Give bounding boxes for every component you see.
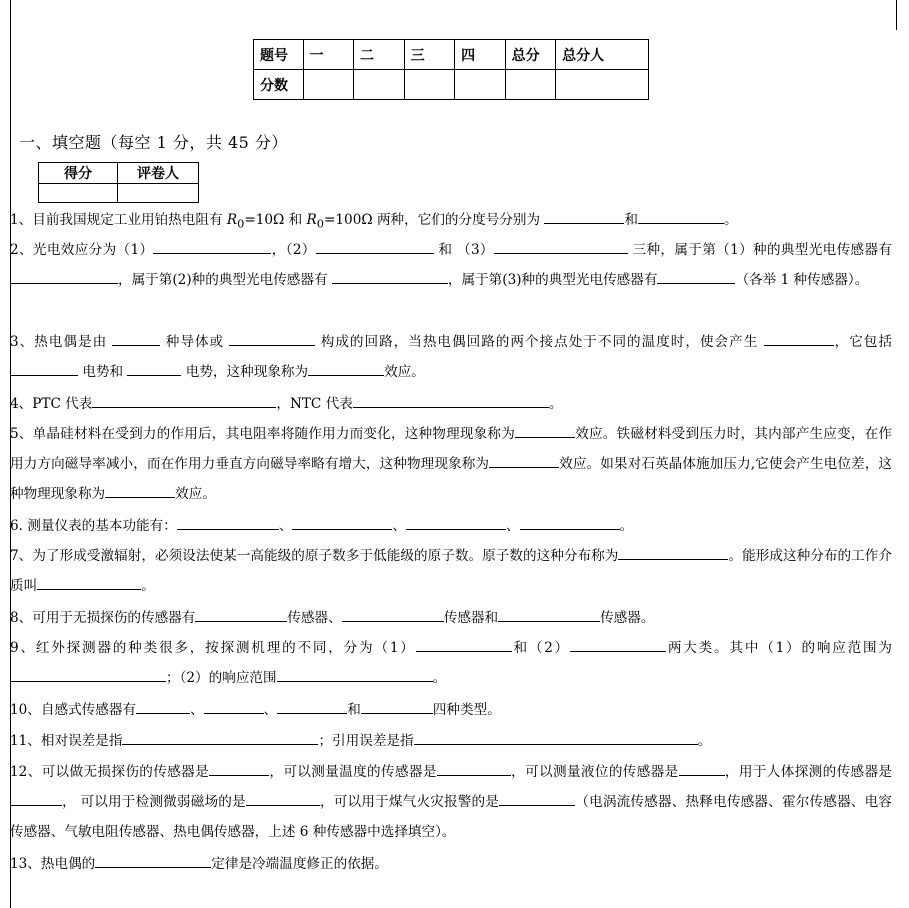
answer-blank[interactable] [520, 514, 620, 530]
question-3: 3、热电偶是由 种导体或 构成的回路，当热电偶回路的两个接点处于不同的温度时，使会产生 ，它包括 电势和 电势，这种现象称为 效应。 [10, 327, 892, 387]
answer-blank[interactable] [136, 698, 190, 714]
answer-blank[interactable] [37, 574, 141, 590]
answer-blank[interactable] [10, 360, 78, 376]
answer-blank[interactable] [498, 606, 600, 622]
question-13: 13、热电偶的 定律是冷端温度修正的依据。 [10, 849, 892, 879]
header-part-1: 一 [303, 40, 354, 70]
answer-blank[interactable] [679, 760, 725, 776]
answer-blank[interactable] [153, 238, 271, 254]
question-5: 5、单晶硅材料在受到力的作用后，其电阻率将随作用力而变化，这种物理现象称为 效应。铁磁材料受到压力时，其内部产生应变，在作用力方向磁导率减小，而在作用力垂直方向磁导率略有增大，这种物理现象称为 效应。如果对石英晶体施加压力,它使会产生电位差，这种物理现象称为 效应。 [10, 419, 892, 509]
answer-blank[interactable] [277, 698, 347, 714]
grader-name-cell[interactable] [118, 184, 199, 203]
answer-blank[interactable] [177, 514, 279, 530]
header-total-grader: 总分人 [556, 40, 649, 70]
score-cell-1[interactable] [303, 70, 354, 100]
answer-blank[interactable] [406, 514, 506, 530]
answer-blank[interactable] [10, 268, 118, 284]
question-8: 8、可用于无损探伤的传感器有 传感器、 传感器和 传感器。 [10, 603, 892, 633]
answer-blank[interactable] [499, 790, 575, 806]
section-title: 一、填空题（每空 1 分，共 45 分） [19, 133, 288, 152]
answer-blank[interactable] [414, 729, 698, 745]
answer-blank[interactable] [195, 606, 287, 622]
answer-blank[interactable] [246, 790, 320, 806]
answer-blank[interactable] [544, 208, 624, 224]
answer-blank[interactable] [361, 698, 433, 714]
question-12: 12、可以做无损探伤的传感器是 ，可以测量温度的传感器是 ，可以测量液位的传感器是 ，用于人体探测的传感器是， 可以用于检测微弱磁场的是 ，可以用于煤气火灾报警的是 （电涡流传感器、热释电传感器、霍尔传感器、电容传感器、气敏电阻传感器、热电偶传感器，上述 6 种传感器中选择填空）。 [10, 757, 892, 847]
answer-blank[interactable] [494, 238, 628, 254]
answer-blank[interactable] [122, 729, 318, 745]
answer-blank[interactable] [416, 636, 512, 652]
score-cell-2[interactable] [354, 70, 405, 100]
page-right-border [896, 0, 897, 30]
answer-blank[interactable] [515, 422, 575, 438]
header-question-no: 题号 [254, 40, 304, 70]
score-cell-grader[interactable] [556, 70, 649, 100]
answer-blank[interactable] [437, 760, 511, 776]
score-cell-3[interactable] [404, 70, 455, 100]
grader-score-label: 得分 [39, 163, 118, 184]
score-table-header-row [254, 40, 649, 70]
answer-blank[interactable] [127, 360, 181, 376]
answer-blank[interactable] [618, 544, 728, 560]
answer-blank[interactable] [95, 852, 211, 868]
header-part-4: 四 [455, 40, 506, 70]
question-2: 2、光电效应分为（1） ，（2） 和 （3） 三种，属于第（1）种的典型光电传感器有，属于第(2)种的典型光电传感器有 ，属于第(3)种的典型光电传感器有 （各举 1 种传感器）。 [10, 235, 892, 295]
header-part-3: 三 [404, 40, 455, 70]
question-10: 10、自感式传感器有 、 、 和 四种类型。 [10, 695, 892, 725]
score-table-score-row [254, 70, 649, 100]
grader-score-cell[interactable] [39, 184, 118, 203]
grader-table [38, 162, 199, 203]
answer-blank[interactable] [292, 514, 392, 530]
score-cell-total[interactable] [505, 70, 556, 100]
answer-blank[interactable] [204, 698, 264, 714]
answer-blank[interactable] [112, 330, 160, 346]
answer-blank[interactable] [638, 208, 724, 224]
answer-blank[interactable] [229, 330, 315, 346]
answer-blank[interactable] [10, 790, 62, 806]
question-4: 4、PTC 代表 ，NTC 代表 。 [10, 389, 892, 419]
answer-blank[interactable] [353, 392, 549, 408]
score-table [253, 39, 649, 100]
answer-blank[interactable] [657, 268, 735, 284]
answer-blank[interactable] [342, 606, 444, 622]
answer-blank[interactable] [209, 760, 269, 776]
answer-blank[interactable] [332, 268, 448, 284]
answer-blank[interactable] [277, 666, 433, 682]
question-11: 11、相对误差是指 ；引用误差是指 。 [10, 726, 892, 756]
question-9: 9、红外探测器的种类很多，按探测机理的不同，分为（1） 和（2） 两大类。其中（1）的响应范围为；（2）的响应范围 。 [10, 633, 892, 693]
score-label: 分数 [254, 70, 304, 100]
grader-name-label: 评卷人 [118, 163, 199, 184]
answer-blank[interactable] [10, 666, 166, 682]
answer-blank[interactable] [570, 636, 666, 652]
question-6: 6. 测量仪表的基本功能有： 、 、 、 。 [10, 511, 892, 541]
question-1: 1、目前我国规定工业用铂热电阻有 $R_0=10\Omega$ 和 $R_0=100\Omega$ 两种，它们的分度号分别为 和 。 [10, 205, 892, 239]
score-cell-4[interactable] [455, 70, 506, 100]
answer-blank[interactable] [316, 238, 434, 254]
answer-blank[interactable] [489, 452, 559, 468]
answer-blank[interactable] [105, 482, 175, 498]
header-total: 总分 [505, 40, 556, 70]
answer-blank[interactable] [92, 392, 276, 408]
answer-blank[interactable] [764, 330, 834, 346]
header-part-2: 二 [354, 40, 405, 70]
answer-blank[interactable] [308, 360, 384, 376]
question-7: 7、为了形成受激辐射，必须设法使某一高能级的原子数多于低能级的原子数。原子数的这种分布称为 。能形成这种分布的工作介质叫 。 [10, 541, 892, 601]
